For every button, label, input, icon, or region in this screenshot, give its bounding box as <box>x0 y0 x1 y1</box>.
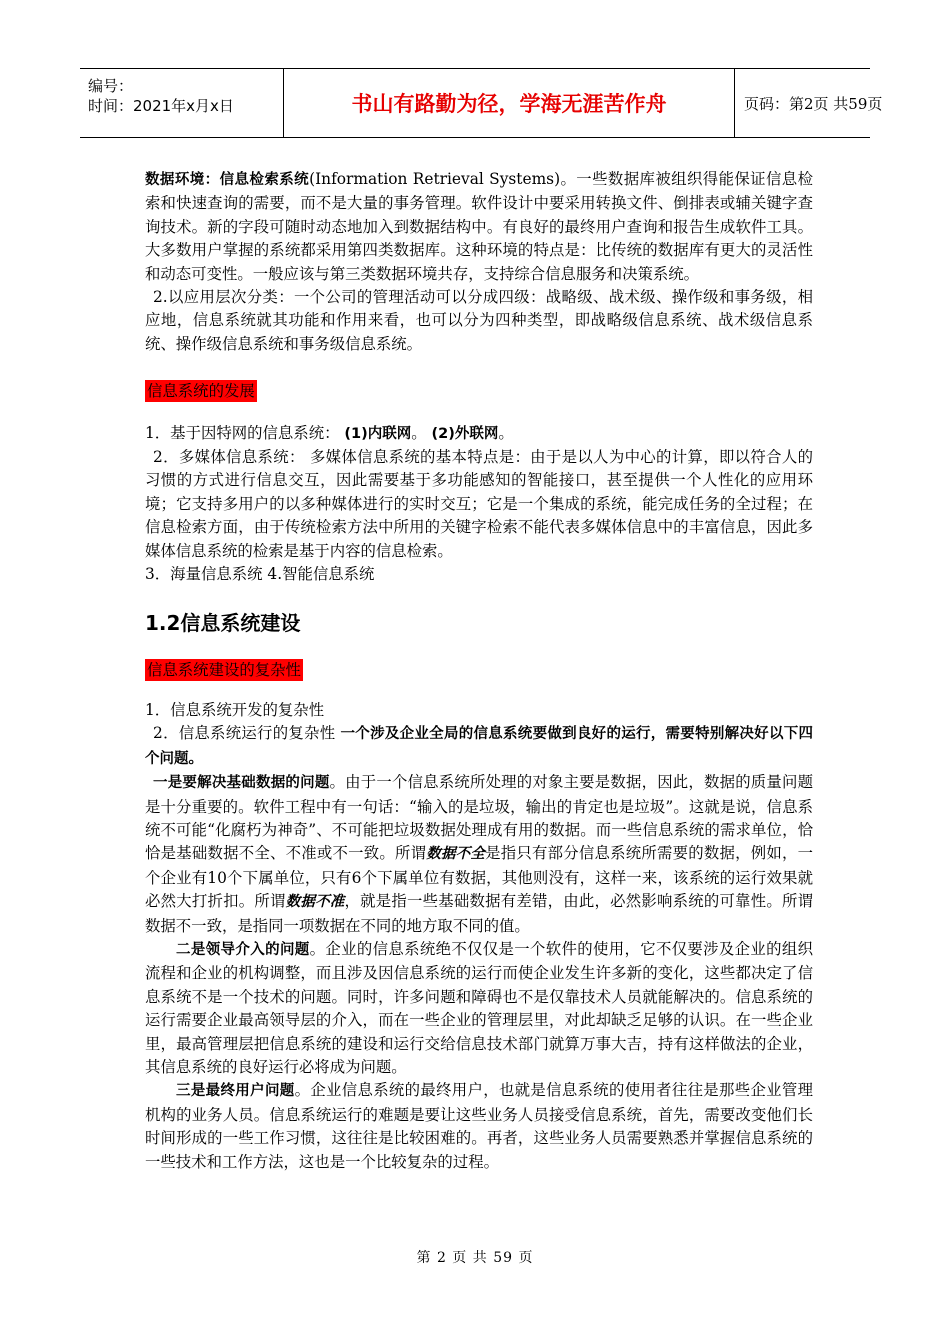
text: 。 <box>411 423 432 442</box>
text: (Information Retrieval Systems)。一些数据库被组织得能保证信息检索和快速查询的需要，而不是大量的事务管理。软件设计中要采用转换文件、倒排表或辅关键字查询技术。新的字段可随时动态地加入到数据结构中。有良好的最终用户查询和报告生成软件工具。大多数用户掌握的系统都采用第四类数据库。这种环境的特点是：比传统的数据库有更大的灵活性和动态可变性。一般应该与第三类数据环境共存，支持综合信息服务和决策系统。 <box>145 170 813 283</box>
header-meta <box>80 69 284 137</box>
text: 。由于一个信息系统所处理的对象主要是数据，因此，数据的质量问题是十分重要的。软件工程中有一句话：“输入的是垃圾，输出的肯定也是垃圾”。这就是说，信息系统不可能“化腐朽为神奇”、不可能把垃圾数据处理成有用的数据。而一些信息系统的需求单位，恰恰是基础数据不全、不准或不一致。所谓 <box>145 773 813 863</box>
document-body <box>145 168 813 1174</box>
text: 2．信息系统运行的复杂性 <box>153 724 341 743</box>
paragraph-basic-data <box>145 771 813 938</box>
term-retrieval: 数据环境：信息检索系统 <box>145 172 310 188</box>
text: 是指只有部分信息系统所需要的数据，例如，一个企业有10个下属单位，只有6个下属单位有数据，其他则没有，这样一来，该系统的运行效果就必然大打折扣。所谓 <box>145 844 813 911</box>
bold-italic-text: 数据不全 <box>426 846 486 863</box>
bold-text: 二是领导介入的问题 <box>176 941 310 958</box>
highlight-heading: 信息系统建设的复杂性 <box>147 660 301 679</box>
paragraph-multimedia: 2．多媒体信息系统： 多媒体信息系统的基本特点是：由于是以人为中心的计算，即以符合人的习惯的方式进行信息交互，因此需要基于多功能感知的智能接口，甚至提供一个人性化的应用环境；它支持多用户的以多种媒体进行的实时交互；它是一个集成的系统，能完成任务的全过程；在信息检索方面，由于传统检索方法中所用的关键字检索不能代表多媒体信息中的丰富信息，因此多媒体信息系统的检索是基于内容的信息检索。 <box>145 448 813 560</box>
section-heading-development <box>145 380 813 403</box>
text: 1．基于因特网的信息系统： <box>145 423 345 442</box>
highlight-heading: 信息系统的发展 <box>147 382 255 401</box>
text: 。企业信息系统的最终用户，也就是信息系统的使用者往往是那些企业管理机构的业务人员。信息系统运行的难题是要让这些业务人员接受信息系统，首先，需要改变他们长时间形成的一些工作习惯，这往往是比较困难的。再者，这些业务人员需要熟悉并掌握信息系统的一些技术和工作方法，这也是一个比较复杂的过程。 <box>145 1081 813 1171</box>
paragraph-dev-complexity: 1．信息系统开发的复杂性 <box>145 700 325 719</box>
paragraph-retrieval <box>145 168 813 286</box>
paragraph-end-user <box>145 1079 813 1174</box>
doc-number: 编号： <box>88 77 134 95</box>
page-footer: 第 2 页 共 59 页 <box>416 1250 534 1266</box>
bold-text: 一是要解决基础数据的问题 <box>153 775 330 792</box>
term-intranet: (1)内联网 <box>344 425 412 442</box>
doc-date: 时间：2021年x月x日 <box>88 97 234 115</box>
paragraph-massive: 3．海量信息系统 4.智能信息系统 <box>145 565 375 584</box>
bold-italic-text: 数据不准 <box>285 894 345 911</box>
paragraph-run-complexity <box>145 722 813 771</box>
term-extranet: (2)外联网 <box>431 425 499 442</box>
paragraph-internet <box>145 422 813 446</box>
bold-text: 一个涉及企业全局的信息系统要做到良好的运行，需要特别解决好以下四个问题。 <box>145 726 813 767</box>
bold-text: 三是最终用户问题 <box>176 1083 295 1100</box>
section-heading-complexity <box>145 659 813 682</box>
text: 。 <box>498 423 514 442</box>
text: ，就是指一些基础数据有差错，由此，必然影响系统的可靠性。所谓数据不一致，是指同一项数据在不同的地方取不同的值。 <box>145 892 813 935</box>
text: 。企业的信息系统绝不仅仅是一个软件的使用，它不仅要涉及企业的组织流程和企业的机构调整，而且涉及因信息系统的运行而使企业发生许多新的变化，这些都决定了信息系统不是一个技术的问题。同时，许多问题和障碍也不是仅靠技术人员就能解决的。信息系统的运行需要企业最高领导层的介入，而在一些企业的管理层里，对此却缺乏足够的认识。在一些企业里，最高管理层把信息系统的建设和运行交给信息技术部门就算万事大吉，持有这样做法的企业，其信息系统的良好运行必将成为问题。 <box>145 939 813 1076</box>
paragraph-levels: 2.以应用层次分类：一个公司的管理活动可以分成四级：战略级、战术级、操作级和事务级，相应地，信息系统就其功能和作用来看，也可以分为四种类型，即战略级信息系统、战术级信息系统、操作级信息系统和事务级信息系统。 <box>145 288 813 353</box>
section-title: 1.2信息系统建设 <box>145 610 301 635</box>
paragraph-leadership <box>145 938 813 1079</box>
header-page-info: 页码：第2页 共59页 <box>744 94 883 113</box>
page-header <box>80 68 883 138</box>
header-motto: 书山有路勤为径，学海无涯苦作舟 <box>284 69 735 137</box>
